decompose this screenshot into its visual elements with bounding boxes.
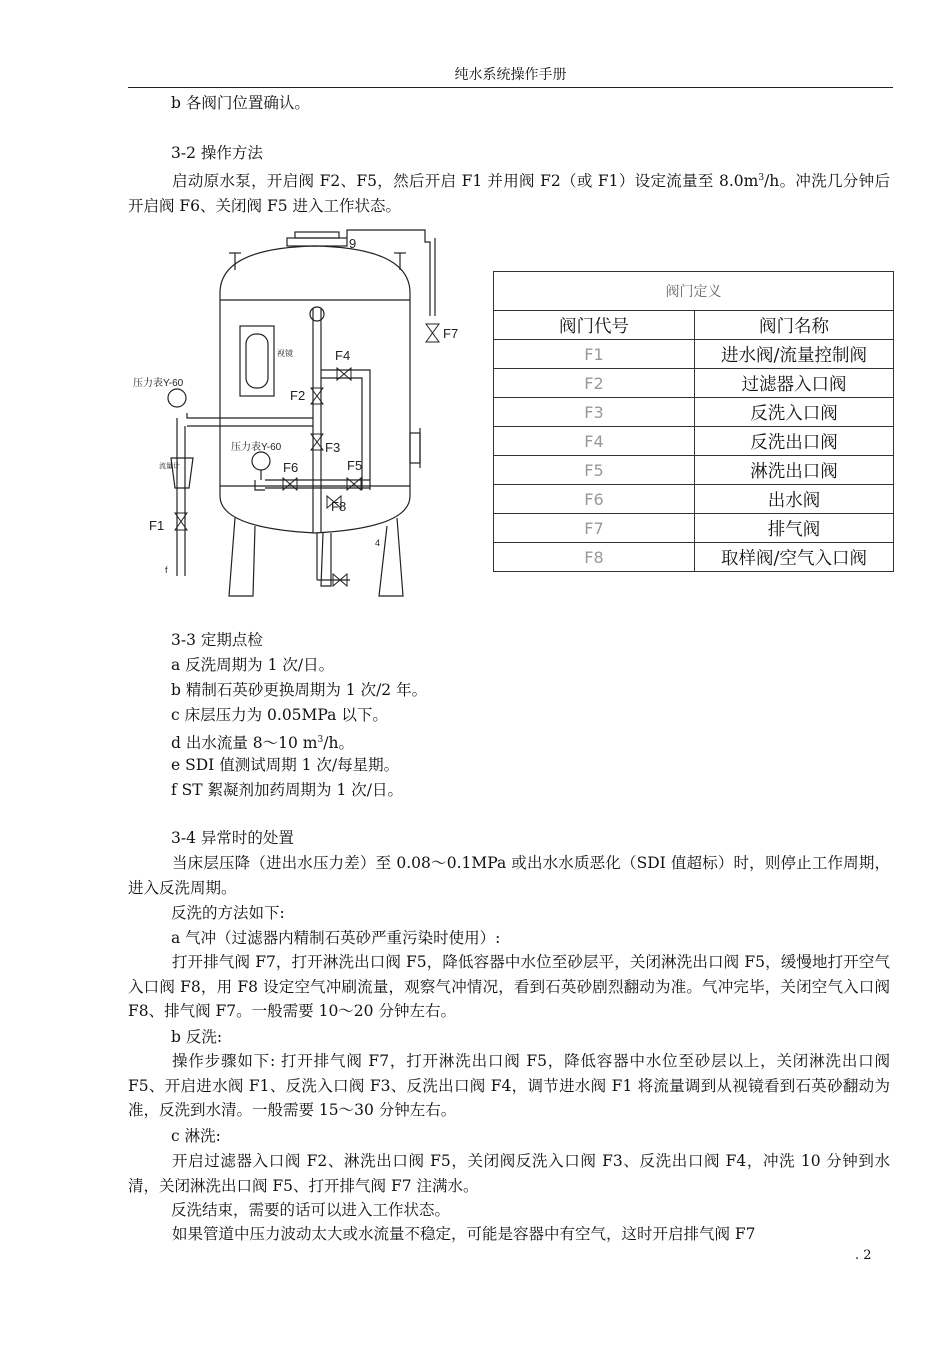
- valve-definition-table: [493, 271, 894, 572]
- section-3-2-text-b: /h。冲洗几分钟后开启阀 F6、关闭阀 F5 进入工作状态。: [128, 172, 890, 215]
- superscript-3: 3: [317, 735, 324, 745]
- check-item-d-text-b: /h。: [323, 734, 354, 753]
- pressure-gauge-left: [168, 389, 186, 407]
- header-rule: [128, 87, 893, 88]
- check-item-b: b 精制石英砂更换周期为 1 次/2 年。: [171, 681, 428, 699]
- table-row: [494, 456, 894, 485]
- label-gauge-mid: 压力表Y-60: [231, 442, 282, 453]
- valve-code: F7: [494, 514, 695, 543]
- label-f8: F8: [331, 499, 347, 514]
- table-row: [494, 369, 894, 398]
- method-a-title: a 气冲（过滤器内精制石英砂严重污染时使用）:: [171, 929, 501, 947]
- valve-code: F6: [494, 485, 695, 514]
- table-row: [494, 543, 894, 572]
- valve-name: 淋洗出口阀: [695, 456, 894, 485]
- valve-f7: [426, 324, 439, 342]
- valve-name: 过滤器入口阀: [695, 369, 894, 398]
- check-item-f: f ST 絮凝剂加药周期为 1 次/日。: [171, 781, 403, 799]
- valve-name: 反洗出口阀: [695, 427, 894, 456]
- section-3-2-title: 3-2 操作方法: [171, 144, 263, 162]
- method-c-body: 开启过滤器入口阀 F2、淋洗出口阀 F5，关闭阀反洗入口阀 F3、反洗出口阀 F4，冲洗 10 分钟到水清，关闭淋洗出口阀 F5、打开排气阀 F7 注满水。: [128, 1152, 890, 1195]
- label-9: 9: [349, 236, 357, 251]
- check-item-e: e SDI 值测试周期 1 次/每星期。: [171, 756, 400, 774]
- table-row: [494, 340, 894, 369]
- valve-name: 进水阀/流量控制阀: [695, 340, 894, 369]
- air-note-text: 如果管道中压力波动太大或水流量不稳定，可能是容器中有空气，这时开启排气阀 F7: [172, 1225, 756, 1243]
- valve-code: F2: [494, 369, 695, 398]
- table-header-code: 阀门代号: [494, 311, 695, 340]
- method-a-body: 打开排气阀 F7，打开淋洗出口阀 F5，降低容器中水位至砂层平，关闭淋洗出口阀 F5，缓慢地打开空气入口阀 F8，用 F8 设定空气冲刷流量，观察气冲情况，看到石英砂剧烈翻动为准。气冲完毕，关闭空气入口阀 F8、排气阀 F7。一般需要 10～20 分钟左右。: [128, 953, 890, 1020]
- section-3-2-paragraph: [128, 166, 890, 218]
- label-f3: F3: [325, 440, 341, 455]
- section-3-4-paragraph-1: 当床层压降（进出水压力差）至 0.08～0.1MPa 或出水水质恶化（SDI 值超标）时，则停止工作周期，进入反洗周期。: [128, 854, 890, 897]
- table-row: [494, 427, 894, 456]
- label-gauge-left: 压力表Y-60: [133, 378, 184, 389]
- section-3-4-paragraph-2: 反洗的方法如下:: [171, 904, 285, 922]
- check-item-d-text-a: d 出水流量 8～10 m: [171, 734, 318, 753]
- check-item-c: c 床层压力为 0.05MPa 以下。: [171, 706, 388, 724]
- valve-name: 反洗入口阀: [695, 398, 894, 427]
- intro-item-b: b 各阀门位置确认。: [171, 94, 310, 112]
- label-flow: 流量计: [159, 463, 180, 470]
- valve-code: F3: [494, 398, 695, 427]
- valve-code: F4: [494, 427, 695, 456]
- valve-name: 排气阀: [695, 514, 894, 543]
- page-number: . 2: [855, 1248, 872, 1263]
- label-f-small: f: [165, 565, 168, 575]
- label-f5: F5: [347, 458, 363, 473]
- label-f4: F4: [335, 348, 351, 363]
- table-row: [494, 514, 894, 543]
- table-header-name: 阀门名称: [695, 311, 894, 340]
- label-f6: F6: [283, 460, 299, 475]
- pressure-gauge-mid: [252, 452, 270, 470]
- method-b-title: b 反洗:: [171, 1028, 223, 1046]
- page-header-title: 纯水系统操作手册: [454, 67, 567, 83]
- section-3-2-text-a: 启动原水泵，开启阀 F2、F5，然后开启 F1 并用阀 F2（或 F1）设定流量至 8.0m: [172, 172, 759, 191]
- label-f2: F2: [290, 388, 306, 403]
- tank-shell: [220, 246, 410, 533]
- tank-leg-mid: [321, 533, 331, 586]
- section-3-3-title: 3-3 定期点检: [171, 631, 263, 649]
- superscript-3: 3: [758, 173, 765, 183]
- label-sight: 视镜: [277, 349, 293, 358]
- table-row: [494, 485, 894, 514]
- table-row: [494, 398, 894, 427]
- tank-leg-right: [379, 518, 403, 596]
- table-title: 阀门定义: [494, 272, 894, 311]
- section-3-4-title: 3-4 异常时的处置: [171, 829, 294, 847]
- filter-schematic: [125, 228, 470, 600]
- backwash-end-text: 反洗结束，需要的话可以进入工作状态。: [171, 1201, 451, 1219]
- tank-leg-left: [229, 518, 255, 596]
- valve-code: F1: [494, 340, 695, 369]
- method-b-body: 操作步骤如下: 打开排气阀 F7，打开淋洗出口阀 F5，降低容器中水位至砂层以上，关闭淋洗出口阀 F5、开启进水阀 F1、反洗入口阀 F3、反洗出口阀 F4，调节进水阀 F1 将流量调到从视镜看到石英砂翻动为准，反洗到水清。一般需要 15～30 分钟左右。: [128, 1052, 890, 1119]
- valve-name: 出水阀: [695, 485, 894, 514]
- check-item-d: [171, 730, 354, 753]
- method-c-title: c 淋洗:: [171, 1127, 221, 1145]
- valve-code: F5: [494, 456, 695, 485]
- sight-glass: [240, 326, 274, 396]
- valve-name: 取样阀/空气入口阀: [695, 543, 894, 572]
- check-item-a: a 反洗周期为 1 次/日。: [171, 656, 335, 674]
- valve-code: F8: [494, 543, 695, 572]
- label-f7: F7: [443, 326, 459, 341]
- label-4: 4: [375, 538, 381, 548]
- label-f1: F1: [149, 518, 165, 533]
